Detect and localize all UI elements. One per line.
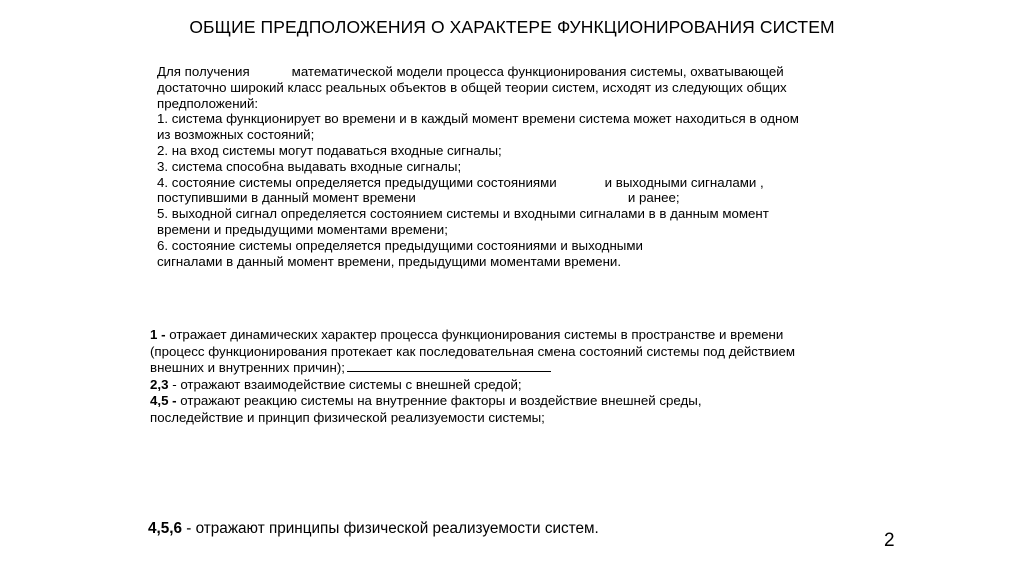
note-3-text: отражают реакцию системы на внутренние факторы и воздействие внешней среды, <box>176 393 702 409</box>
intro-text-a: Для получения <box>157 64 250 79</box>
assumption-1-line-1: 1. система функционирует во времени и в каждый момент времени система может находиться в одном <box>157 111 799 127</box>
assumption-4-text-a: 4. состояние системы определяется предыдущими состояниями <box>157 174 557 190</box>
assumption-4-line-1 <box>157 175 877 191</box>
note-2-number: 2,3 <box>150 376 169 392</box>
assumption-1-line-2: из возможных состояний; <box>157 127 315 143</box>
note-1-line-1 <box>150 327 880 344</box>
assumption-4-text-b: и выходными сигналами , <box>604 174 764 190</box>
note-1-line-3 <box>150 360 880 377</box>
conclusion-line <box>148 520 599 538</box>
intro-line-3: предположений: <box>157 95 259 111</box>
assumption-4-text-d: и ранее; <box>627 190 680 206</box>
intro-line-2: достаточно широкий класс реальных объектов в общей теории систем, исходят из следующих общих <box>157 79 787 95</box>
note-3-line-1 <box>150 393 880 410</box>
assumption-3: 3. система способна выдавать входные сигналы; <box>157 158 462 174</box>
assumption-6-line-1: 6. состояние системы определяется предыдущими состояниями и выходными <box>157 237 643 253</box>
underline-rule <box>347 363 551 372</box>
intro-text-b: математической модели процесса функционирования системы, охватывающей <box>291 64 784 79</box>
assumption-2: 2. на вход системы могут подаваться входные сигналы; <box>157 142 502 158</box>
assumption-4-line-2 <box>157 190 877 206</box>
notes-block <box>150 327 880 427</box>
note-3-number: 4,5 - <box>150 393 177 409</box>
assumption-4-text-c: поступившими в данный момент времени <box>157 190 416 206</box>
assumption-5-line-2: времени и предыдущими моментами времени; <box>157 221 448 237</box>
page-number: 2 <box>884 530 895 551</box>
note-1-text: отражает динамических характер процесса функционирования системы в пространстве и времени <box>165 327 784 342</box>
note-1-text-3: внешних и внутренних причин); <box>150 360 345 376</box>
conclusion-text: - отражают принципы физической реализуемости систем. <box>182 520 599 537</box>
note-1-line-2: (процесс функционирования протекает как последовательная смена состояний системы под действием <box>150 343 796 359</box>
conclusion-number: 4,5,6 <box>148 520 183 537</box>
note-1-number: 1 - <box>150 327 166 342</box>
intro-line-1 <box>157 64 877 80</box>
note-2 <box>150 377 880 394</box>
assumption-6-line-2: сигналами в данный момент времени, предыдущими моментами времени. <box>157 253 622 269</box>
slide-title: ОБЩИЕ ПРЕДПОЛОЖЕНИЯ О ХАРАКТЕРЕ ФУНКЦИОНИРОВАНИЯ СИСТЕМ <box>189 17 835 37</box>
assumption-5-line-1: 5. выходной сигнал определяется состоянием системы и входными сигналами в в данным момент <box>157 206 769 222</box>
note-2-text: - отражают взаимодействие системы с внешней средой; <box>168 376 522 392</box>
assumptions-block <box>157 64 877 269</box>
note-3-line-2: последействие и принцип физической реализуемости системы; <box>150 409 545 425</box>
